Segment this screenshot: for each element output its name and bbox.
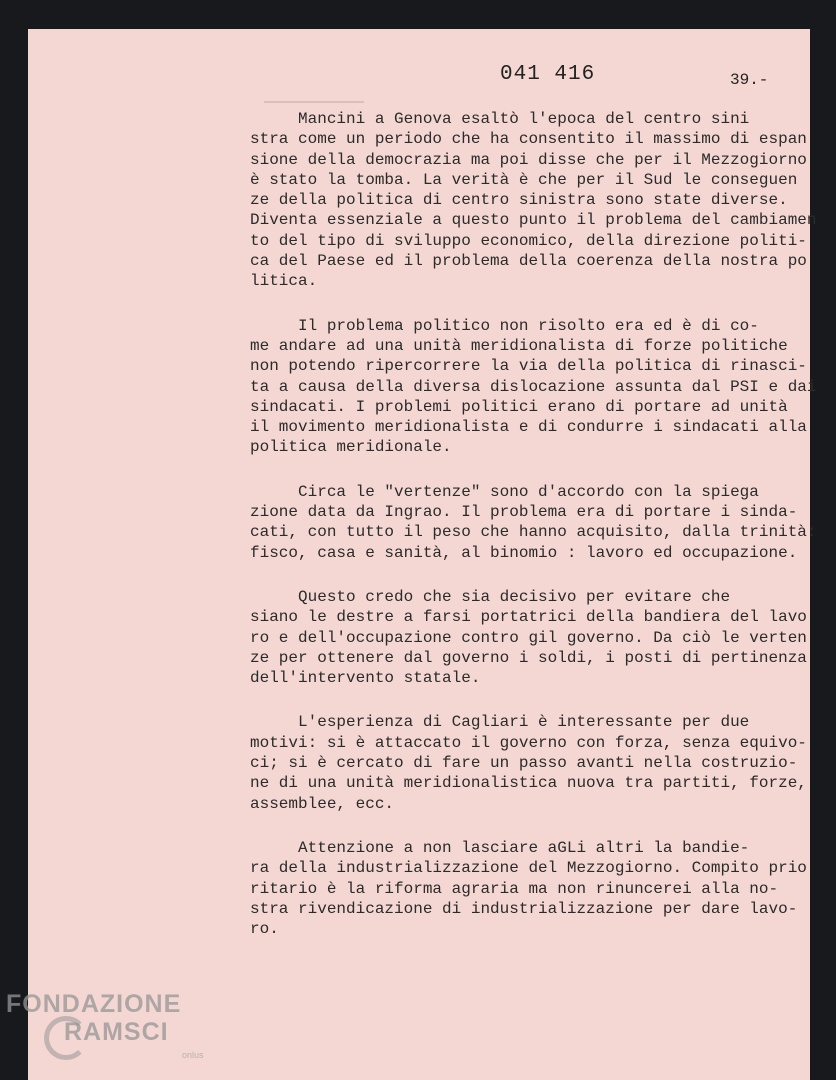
text-line: dell'intervento statale. bbox=[250, 669, 481, 688]
text-line: Il problema politico non risolto era ed è di co- bbox=[250, 316, 759, 335]
text-line: Questo credo che sia decisivo per evitare che bbox=[250, 587, 731, 606]
paragraph-6 bbox=[250, 838, 830, 939]
text-line: Mancini a Genova esaltò l'epoca del centro sini bbox=[250, 110, 750, 128]
text-line: ro. bbox=[250, 920, 279, 939]
text-line: Diventa essenziale a questo punto il problema del cambiamen bbox=[250, 211, 817, 230]
text-line: il movimento meridionalista e di condurre i sindacati alla bbox=[250, 418, 807, 437]
text-line: ca del Paese ed il problema della coerenza della nostra po bbox=[250, 252, 807, 271]
text-line: Circa le "vertenze" sono d'accordo con la spiega bbox=[250, 482, 759, 501]
text-line: fisco, casa e sanità, al binomio : lavoro ed occupazione. bbox=[250, 543, 798, 562]
text-line: assemblee, ecc. bbox=[250, 794, 395, 813]
document-page bbox=[28, 29, 817, 1080]
paragraph-5 bbox=[250, 712, 830, 813]
text-line: cati, con tutto il peso che hanno acquisito, dalla trinità: bbox=[250, 523, 817, 542]
text-line: ne di una unità meridionalistica nuova tra partiti, forze, bbox=[250, 774, 807, 793]
paragraph-1 bbox=[250, 109, 830, 292]
paragraph-3 bbox=[250, 482, 830, 563]
text-line: ci; si è cercato di fare un passo avanti nella costruzio- bbox=[250, 754, 798, 773]
watermark-line-1: FONDAZIONE bbox=[6, 990, 182, 1018]
text-line: stra come un periodo che ha consentito il massimo di espan bbox=[250, 130, 807, 149]
text-line: zione data da Ingrao. Il problema era di portare i sinda- bbox=[250, 503, 798, 522]
text-line: litica. bbox=[250, 272, 318, 291]
text-line: L'esperienza di Cagliari è interessante per due bbox=[250, 713, 750, 732]
text-line: Attenzione a non lasciare aGLi altri la bandie- bbox=[250, 838, 750, 857]
text-line: me andare ad una unità meridionalista di forze politiche bbox=[250, 336, 788, 355]
watermark-line-2: RAMSCI bbox=[64, 1018, 169, 1046]
bleed-through-underline bbox=[264, 87, 364, 103]
fondazione-gramsci-watermark bbox=[6, 988, 226, 1066]
page-number: 39.- bbox=[730, 71, 769, 89]
text-line: siano le destre a farsi portatrici della bandiera del lavo bbox=[250, 608, 807, 627]
watermark-suffix: onlus bbox=[182, 1050, 204, 1060]
text-line: politica meridionale. bbox=[250, 438, 452, 457]
text-line: non potendo ripercorrere la via della politica di rinasci- bbox=[250, 357, 807, 376]
document-body bbox=[250, 109, 830, 963]
text-line: motivi: si è attaccato il governo con forza, senza equivo- bbox=[250, 733, 807, 752]
archive-number: 041 416 bbox=[500, 63, 596, 86]
text-line: sione della democrazia ma poi disse che per il Mezzogiorno bbox=[250, 150, 807, 169]
text-line: to del tipo di sviluppo economico, della direzione politi- bbox=[250, 231, 807, 250]
text-line: ritario è la riforma agraria ma non rinuncerei alla no- bbox=[250, 879, 779, 898]
text-line: è stato la tomba. La verità è che per il Sud le conseguen bbox=[250, 170, 798, 189]
text-line: ta a causa della diversa dislocazione assunta dal PSI e dai bbox=[250, 377, 817, 396]
text-line: ze della politica di centro sinistra sono state diverse. bbox=[250, 191, 788, 210]
paragraph-2 bbox=[250, 316, 830, 458]
text-line: sindacati. I problemi politici erano di portare ad unità bbox=[250, 397, 788, 416]
text-line: ze per ottenere dal governo i soldi, i posti di pertinenza bbox=[250, 648, 807, 667]
text-line: ra della industrializzazione del Mezzogiorno. Compito prio bbox=[250, 859, 807, 878]
text-line: ro e dell'occupazione contro gil governo. Da ciò le verten bbox=[250, 628, 807, 647]
paragraph-4 bbox=[250, 587, 830, 688]
text-line: stra rivendicazione di industrializzazione per dare lavo- bbox=[250, 899, 798, 918]
